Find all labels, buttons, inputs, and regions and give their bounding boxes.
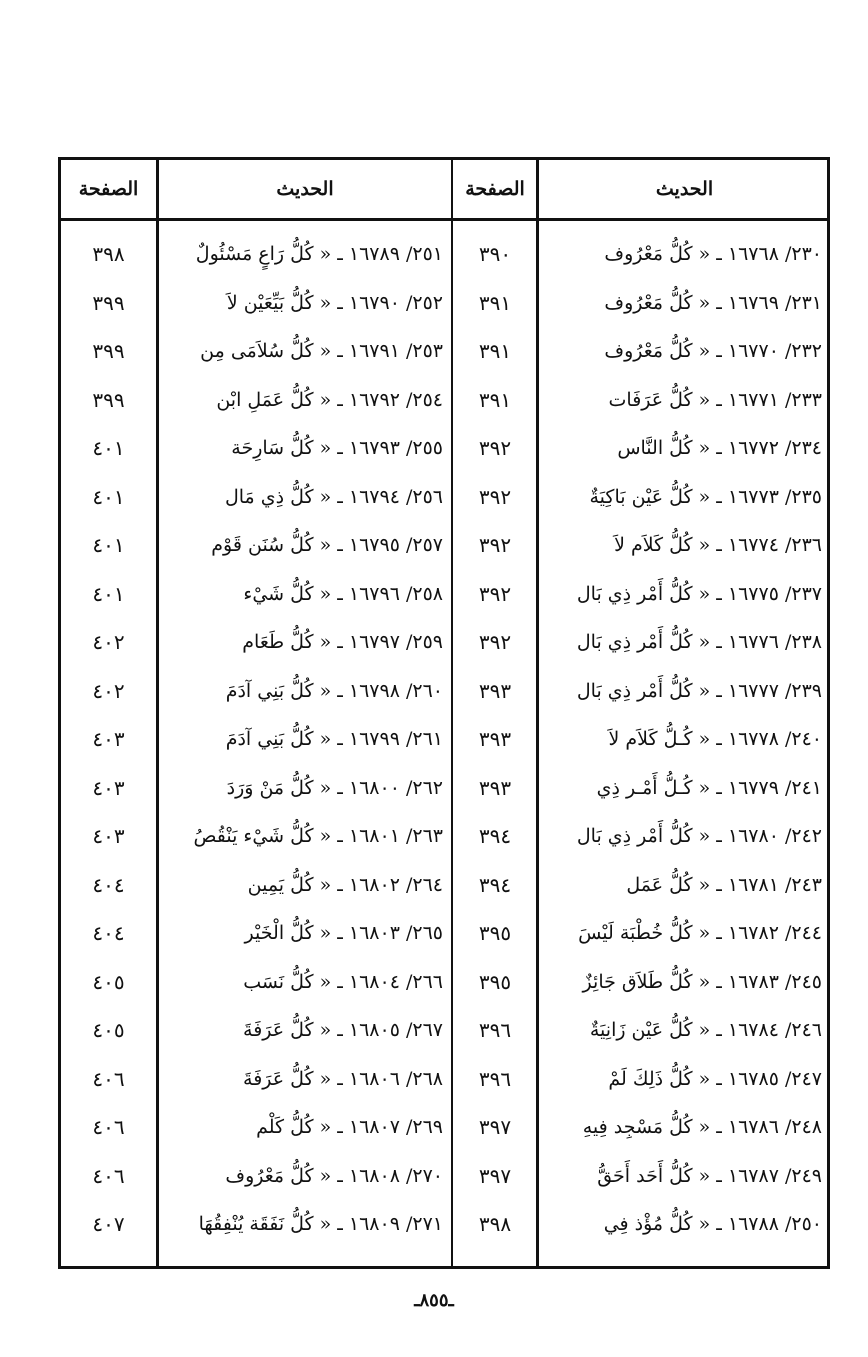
hadith-entry: ٢٦١/ ١٦٧٩٩ ـ « كُلُّ بَنِي آدَمَ — [225, 728, 443, 751]
page-number: ٣٩٧ — [478, 1163, 512, 1188]
page-number: ٤٠١ — [92, 484, 125, 509]
hadith-entry: ٢٣٧/ ١٦٧٧٥ ـ « كُلُّ أَمْر ذِي بَال — [576, 582, 822, 605]
page-number: ٣٩٤ — [478, 872, 512, 897]
hadith-entry: ٢٥٩/ ١٦٧٩٧ ـ « كُلُّ طَعَام — [242, 631, 443, 654]
page-number: ٤٠٢ — [92, 630, 125, 655]
left-page-column — [61, 230, 156, 1249]
hadith-entry: ٢٣٩/ ١٦٧٧٧ ـ « كُلُّ أَمْر ذِي بَال — [576, 679, 822, 702]
hadith-entry: ٢٣٠/ ١٦٧٦٨ ـ « كُلُّ مَعْرُوف — [604, 243, 822, 266]
hadith-entry: ٢٤٤/ ١٦٧٨٢ ـ « كُلُّ خُطْبَة لَيْسَ — [578, 922, 822, 945]
page-number: ٤٠٥ — [92, 969, 125, 994]
hadith-entry: ٢٧٠/ ١٦٨٠٨ ـ « كُلُّ مَعْرُوف — [225, 1164, 443, 1187]
page-number: ٤٠٦ — [92, 1163, 125, 1188]
hadith-entry: ٢٣٣/ ١٦٧٧١ ـ « كُلُّ عَرَفَات — [608, 388, 822, 411]
page-number: ٣٩١ — [478, 339, 512, 364]
page-number: ٣٩٨ — [92, 242, 125, 267]
page-number: ٤٠٧ — [92, 1212, 125, 1237]
hadith-entry: ٢٦٣/ ١٦٨٠١ ـ « كُلُّ شَيْء يَنْقُصُ — [193, 825, 443, 848]
hadith-entry: ٢٥٦/ ١٦٧٩٤ ـ « كُلُّ ذِي مَال — [224, 485, 443, 508]
hadith-entry: ٢٤٢/ ١٦٧٨٠ ـ « كُلُّ أَمْر ذِي بَال — [576, 825, 822, 848]
page-number: ٤٠٦ — [92, 1066, 125, 1091]
hadith-entry: ٢٣٨/ ١٦٧٧٦ ـ « كُلُّ أَمْر ذِي بَال — [576, 631, 822, 654]
hadith-entry: ٢٥٢/ ١٦٧٩٠ ـ « كُلُّ بَيِّعَيْن لاَ — [226, 291, 443, 314]
hadith-entry: ٢٤٥/ ١٦٧٨٣ ـ « كُلُّ طَلاَق جَائِزٌ — [582, 970, 822, 993]
hadith-entry: ٢٣١/ ١٦٧٦٩ ـ « كُلُّ مَعْرُوف — [604, 291, 822, 314]
page-number: ٤٠٣ — [92, 727, 125, 752]
hadith-entry: ٢٥٥/ ١٦٧٩٣ ـ « كُلُّ سَارِحَة — [231, 437, 443, 460]
hadith-entry: ٢٤٩/ ١٦٧٨٧ ـ « كُلُّ أَحَد أَحَقُّ — [597, 1164, 822, 1187]
page-number: ٣٩٥ — [478, 969, 512, 994]
hadith-entry: ٢٦٤/ ١٦٨٠٢ ـ « كُلُّ يَمِين — [247, 873, 443, 896]
page-number: ٣٩٩ — [92, 387, 125, 412]
hadith-entry: ٢٥٧/ ١٦٧٩٥ ـ « كُلُّ سُنَن قَوْم — [211, 534, 443, 557]
hadith-entry: ٢٣٢/ ١٦٧٧٠ ـ « كُلُّ مَعْرُوف — [604, 340, 822, 363]
hadith-entry: ٢٦٢/ ١٦٨٠٠ ـ « كُلُّ مَنْ وَرَدَ — [226, 776, 443, 799]
page-number: ٣٩٢ — [478, 630, 512, 655]
hadith-entry: ٢٤٦/ ١٦٧٨٤ ـ « كُلُّ عَيْن زَانِيَةٌ — [589, 1019, 822, 1042]
right-page-column — [454, 230, 536, 1249]
page-footer-number: ـ٨٥٥ـ — [414, 1290, 454, 1311]
page-number: ٤٠٥ — [92, 1018, 125, 1043]
header-page-left: الصفحة — [78, 178, 139, 200]
hadith-entry: ٢٦٩/ ١٦٨٠٧ ـ « كُلُّ كَلْم — [256, 1116, 443, 1139]
hadith-entry: ٢٣٥/ ١٦٧٧٣ ـ « كُلُّ عَيْن بَاكِيَةٌ — [589, 485, 822, 508]
index-table — [58, 157, 830, 1269]
hadith-entry: ٢٦٠/ ١٦٧٩٨ ـ « كُلُّ بَنِي آدَمَ — [225, 679, 443, 702]
hadith-entry: ٢٦٨/ ١٦٨٠٦ ـ « كُلُّ عَرَفَةَ — [243, 1067, 443, 1090]
hadith-entry: ٢٣٤/ ١٦٧٧٢ ـ « كُلُّ النَّاس — [617, 437, 822, 460]
page-number: ٣٩٤ — [478, 824, 512, 849]
page-number: ٤٠٣ — [92, 775, 125, 800]
page-number: ٣٩١ — [478, 290, 512, 315]
page-number: ٤٠٣ — [92, 824, 125, 849]
right-hadith-column — [539, 230, 830, 1249]
header-hadith-right: الحديث — [655, 178, 714, 200]
hadith-entry: ٢٧١/ ١٦٨٠٩ ـ « كُلُّ نَفَقَة يُنْفِقُهَا — [198, 1213, 443, 1236]
hadith-entry: ٢٥٠/ ١٦٧٨٨ ـ « كُلُّ مُؤْذ فِي — [603, 1213, 822, 1236]
page-number: ٤٠١ — [92, 436, 125, 461]
header-divider — [61, 218, 827, 221]
hadith-entry: ٢٤٨/ ١٦٧٨٦ ـ « كُلُّ مَسْجِد فِيهِ — [582, 1116, 822, 1139]
page-number: ٣٩٣ — [478, 678, 512, 703]
hadith-entry: ٢٥٤/ ١٦٧٩٢ ـ « كُلُّ عَمَلِ ابْن — [216, 388, 443, 411]
hadith-entry: ٢٦٥/ ١٦٨٠٣ ـ « كُلُّ الْخَيْر — [244, 922, 443, 945]
page-number: ٤٠٤ — [92, 921, 125, 946]
hadith-entry: ٢٦٦/ ١٦٨٠٤ ـ « كُلُّ نَسَب — [243, 970, 443, 993]
page-number: ٤٠٢ — [92, 678, 125, 703]
page-number: ٤٠٤ — [92, 872, 125, 897]
hadith-entry: ٢٥١/ ١٦٧٨٩ ـ « كُلُّ رَاعٍ مَسْئُولٌ — [195, 243, 443, 266]
page-number: ٣٩٨ — [478, 1212, 512, 1237]
page-number: ٣٩٠ — [478, 242, 512, 267]
page-number: ٤٠١ — [92, 533, 125, 558]
page-number: ٣٩٦ — [478, 1018, 512, 1043]
page-number: ٤٠٦ — [92, 1115, 125, 1140]
page-number: ٣٩٢ — [478, 533, 512, 558]
hadith-entry: ٢٦٧/ ١٦٨٠٥ ـ « كُلُّ عَرَفَةَ — [243, 1019, 443, 1042]
hadith-entry: ٢٤١/ ١٦٧٧٩ ـ « كُـلُّ أَمْـر ذِي — [596, 776, 822, 799]
hadith-entry: ٢٥٨/ ١٦٧٩٦ ـ « كُلُّ شَيْء — [243, 582, 443, 605]
page-number: ٣٩٢ — [478, 436, 512, 461]
header-hadith-left: الحديث — [276, 178, 334, 200]
hadith-entry: ٢٤٣/ ١٦٧٨١ ـ « كُلُّ عَمَل — [626, 873, 822, 896]
page-number: ٣٩١ — [478, 387, 512, 412]
page-number: ٣٩٥ — [478, 921, 512, 946]
page-number: ٣٩٣ — [478, 727, 512, 752]
divider-middle — [451, 160, 453, 1266]
page-number: ٤٠١ — [92, 581, 125, 606]
header-page-right: الصفحة — [465, 178, 525, 200]
left-hadith-column — [159, 230, 451, 1249]
page-number: ٣٩٢ — [478, 484, 512, 509]
page-number: ٣٩٣ — [478, 775, 512, 800]
hadith-entry: ٢٤٧/ ١٦٧٨٥ ـ « كُلُّ ذَلِكَ لَمْ — [608, 1067, 822, 1090]
page-number: ٣٩٧ — [478, 1115, 512, 1140]
hadith-entry: ٢٣٦/ ١٦٧٧٤ ـ « كُلُّ كَلاَم لاَ — [614, 534, 822, 557]
hadith-entry: ٢٤٠/ ١٦٧٧٨ ـ « كُـلُّ كَلاَم لاَ — [608, 728, 822, 751]
page-number: ٣٩٩ — [92, 339, 125, 364]
hadith-entry: ٢٥٣/ ١٦٧٩١ ـ « كُلُّ سُلاَمَى مِن — [200, 340, 443, 363]
page-number: ٣٩٩ — [92, 290, 125, 315]
page-number: ٣٩٦ — [478, 1066, 512, 1091]
page-number: ٣٩٢ — [478, 581, 512, 606]
